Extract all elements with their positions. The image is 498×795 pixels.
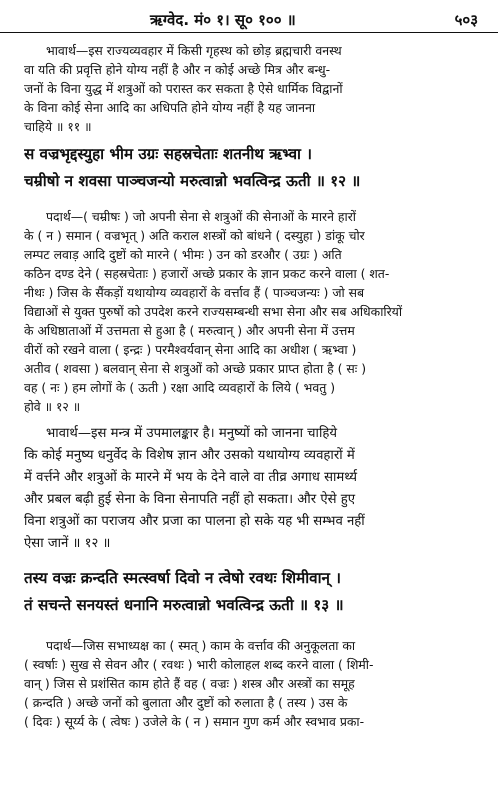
text-line: विना शत्रुओं का पराजय और प्रजा का पालना हो सके यह भी सम्भव नहीं [24, 514, 365, 529]
page-header [0, 8, 498, 33]
mantra-line: तं सचन्ते सनयस्तं धनानि मरुत्वान्नो भवत्विन्द्र ऊती ॥ १३ ॥ [24, 596, 344, 614]
text-line: और प्रबल बढ़ी हुई सेना के विना सेनापति नहीं हो सकता। और ऐसे हुए [24, 492, 356, 507]
text-line: कि कोई मनुष्य धनुर्वेद के विशेष ज्ञान और उसको यथायोग्य व्यवहारों में [24, 448, 355, 463]
text-line: कठिन दण्ड देने ( सहस्रचेताः ) हजारों अच्छे प्रकार के ज्ञान प्रकट करने वाला ( शत- [24, 266, 390, 281]
text-line: जनों के विना युद्ध में शत्रुओं को परास्त कर सकता है ऐसे धार्मिक विद्वानों [24, 81, 343, 96]
text-line: भावार्थ—इस मन्त्र में उपमालङ्कार है। मनुष्यों को जानना चाहिये [46, 426, 338, 441]
mantra-line: स वज्रभृद्दस्युहा भीम उग्रः सहस्रचेताः शतनीथ ऋभ्वा । [24, 145, 312, 163]
text-line: के अधिष्ठाताओं में उत्तमता से हुआ है ( मरुत्वान् ) और अपनी सेना में उत्तम [24, 323, 355, 338]
text-line: के ( न ) समान ( वज्रभृत् ) अति कराल शस्त्रों को बांधने ( दस्युहा ) डांकू चोर [24, 228, 365, 243]
bhavartha-11 [24, 41, 482, 136]
text-line: लम्पट लवाड़ आदि दुष्टों को मारने ( भीमः ) उन को डरऔर ( उग्रः ) अति [24, 247, 342, 262]
text-line: पदार्थ—( चम्रीषः ) जो अपनी सेना से शत्रुओं की सेनाओं के मारने हारों [46, 209, 356, 224]
text-line: वह ( नः ) हम लोगों के ( ऊती ) रक्षा आदि व्यवहारों के लिये ( भवतु ) [24, 380, 336, 395]
text-line: अतीव ( शवसा ) बलवान् सेना से शत्रुओं को अच्छे प्रकार प्राप्त होता है ( सः ) [24, 361, 367, 376]
bhavartha-12 [24, 423, 482, 555]
mantra-line: चम्रीषो न शवसा पाञ्चजन्यो मरुत्वान्नो भवत्विन्द्र ऊती ॥ १२ ॥ [24, 172, 361, 190]
text-line: में वर्त्तने और शत्रुओं के मारने में भय के देने वाले वा तीव्र अगाध सामर्थ्य [24, 470, 358, 485]
mantra-13 [24, 565, 482, 619]
text-line: विद्याओं से युक्त पुरुषों को उपदेश करने राज्यसम्बन्धी सभा सेना और सब अधिकारियों [24, 304, 403, 319]
padartha-13 [24, 636, 482, 731]
text-line: वा यति की प्रवृत्ति होने योग्य नहीं है और न कोई अच्छे मित्र और बन्धु- [24, 62, 331, 77]
text-line: ऐसा जानें ॥ १२ ॥ [24, 536, 111, 551]
page-number: ५०३ [454, 11, 478, 29]
text-line: ( स्वर्षाः ) सुख से सेवन और ( रवथः ) भारी कोलाहल शब्द करने वाला ( शिमी- [24, 657, 374, 672]
text-line: ( क्रन्दति ) अच्छे जनों को बुलाता और दुष्टों को रुलाता है ( तस्य ) उस के [24, 695, 348, 710]
text-line: वीरों को रखने वाला ( इन्द्रः ) परमैश्वर्यवान् सेना आदि का अधीश ( ऋभ्वा ) [24, 342, 357, 357]
text-line: होवे ॥ १२ ॥ [24, 399, 81, 414]
running-title: ऋग्वेद. मं० १। सू० १०० ॥ [150, 11, 296, 29]
text-line: चाहिये ॥ ११ ॥ [24, 119, 92, 134]
text-line: नीथः ) जिस के सैंकड़ों यथायोग्य व्यवहारों के वर्त्ताव हैं ( पाञ्चजन्यः ) जो सब [24, 285, 365, 300]
text-line: पदार्थ—जिस सभाध्यक्ष का ( स्मत् ) काम के वर्त्ताव की अनुकूलता का [46, 638, 356, 653]
text-line: वान् ) जिस से प्रशंसित काम होते हैं वह ( वज्रः ) शस्त्र और अस्त्रों का समूह [24, 676, 355, 691]
padartha-12 [24, 207, 482, 416]
mantra-line: तस्य वज्रः क्रन्दति स्मत्स्वर्षा दिवो न त्वेषो रवथः शिमीवान् । [24, 569, 341, 587]
text-line: भावार्थ—इस राज्यव्यवहार में किसी गृहस्थ को छोड़ ब्रह्मचारी वनस्थ [46, 43, 342, 58]
mantra-12 [24, 141, 482, 195]
text-line: ( दिवः ) सूर्य्य के ( त्वेषः ) उजेले के ( न ) समान गुण कर्म और स्वभाव प्रका- [24, 714, 365, 729]
text-line: के विना कोई सेना आदि का अधिपति होने योग्य नहीं है यह जानना [24, 100, 316, 115]
